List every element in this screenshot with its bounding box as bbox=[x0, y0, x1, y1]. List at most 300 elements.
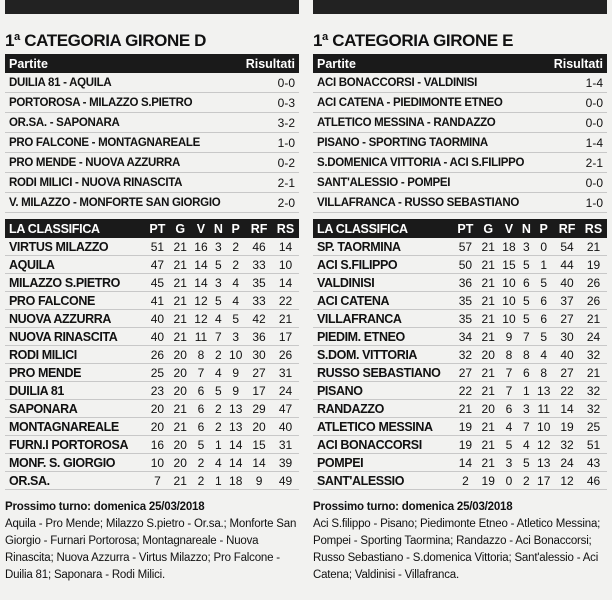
next-round-fixtures: Aquila - Pro Mende; Milazzo S.pietro - Or.sa.; Monforte San Giorgio - Furnari Portorosa; Montagnareale - Nuova Rinascita; Nuova Azzurra - Virtus Milazzo; Pro Falcone - Duilia 81; Saponara - Rodi Milici. bbox=[5, 518, 297, 581]
match-teams: V. MILAZZO - MONFORTE SAN GIORGIO bbox=[9, 196, 221, 209]
cell-won: 8 bbox=[191, 346, 212, 364]
top-rule bbox=[5, 0, 299, 14]
cell-won: 7 bbox=[499, 382, 520, 400]
cell-lost: 10 bbox=[225, 346, 246, 364]
cell-won: 4 bbox=[499, 418, 520, 436]
header-lost: P bbox=[533, 219, 554, 238]
cell-points: 19 bbox=[453, 436, 478, 454]
cell-points: 10 bbox=[145, 454, 170, 472]
cell-goals-for: 27 bbox=[554, 310, 580, 328]
match-teams: RODI MILICI - NUOVA RINASCITA bbox=[9, 176, 183, 189]
cell-won: 6 bbox=[191, 418, 212, 436]
girone-d-standings bbox=[5, 219, 299, 490]
cell-team: SAPONARA bbox=[5, 400, 145, 418]
cell-goals-against: 32 bbox=[580, 400, 607, 418]
cell-played: 21 bbox=[170, 310, 191, 328]
table-row bbox=[5, 346, 299, 364]
cell-goals-against: 22 bbox=[272, 292, 299, 310]
table-row bbox=[5, 256, 299, 274]
cell-drawn: 1 bbox=[519, 382, 533, 400]
cell-won: 16 bbox=[191, 238, 212, 256]
cell-points: 57 bbox=[453, 238, 478, 256]
table-row bbox=[313, 274, 607, 292]
cell-drawn: 5 bbox=[211, 292, 225, 310]
table-row bbox=[5, 418, 299, 436]
cell-played: 21 bbox=[478, 292, 499, 310]
cell-team: DUILIA 81 bbox=[5, 382, 145, 400]
cell-goals-against: 39 bbox=[272, 454, 299, 472]
match-result: 0-0 bbox=[277, 75, 295, 90]
cell-points: 32 bbox=[453, 346, 478, 364]
cell-team: ACI CATENA bbox=[313, 292, 453, 310]
cell-team: MONTAGNAREALE bbox=[5, 418, 145, 436]
cell-goals-for: 27 bbox=[246, 364, 272, 382]
cell-lost: 18 bbox=[225, 472, 246, 490]
girone-e-next-round bbox=[313, 499, 607, 584]
top-rule bbox=[313, 0, 607, 14]
cell-played: 21 bbox=[478, 418, 499, 436]
header-drawn: N bbox=[211, 219, 225, 238]
matches-header-label: Partite bbox=[317, 56, 356, 71]
table-row bbox=[5, 292, 299, 310]
cell-drawn: 1 bbox=[211, 472, 225, 490]
cell-drawn: 5 bbox=[519, 454, 533, 472]
match-row bbox=[5, 133, 299, 153]
cell-goals-against: 14 bbox=[272, 274, 299, 292]
cell-played: 21 bbox=[478, 256, 499, 274]
cell-goals-against: 40 bbox=[272, 418, 299, 436]
cell-goals-against: 21 bbox=[580, 310, 607, 328]
table-row bbox=[313, 400, 607, 418]
cell-team: VILLAFRANCA bbox=[313, 310, 453, 328]
cell-goals-against: 43 bbox=[580, 454, 607, 472]
cell-won: 18 bbox=[499, 238, 520, 256]
cell-drawn: 2 bbox=[211, 346, 225, 364]
header-team: LA CLASSIFICA bbox=[313, 219, 453, 238]
header-won: V bbox=[499, 219, 520, 238]
header-points: PT bbox=[453, 219, 478, 238]
cell-team: MILAZZO S.PIETRO bbox=[5, 274, 145, 292]
cell-drawn: 4 bbox=[211, 310, 225, 328]
girone-e-matches-header bbox=[313, 54, 607, 73]
cell-points: 14 bbox=[453, 454, 478, 472]
cell-points: 20 bbox=[145, 400, 170, 418]
table-row bbox=[313, 292, 607, 310]
girone-e-standings bbox=[313, 219, 607, 490]
match-row bbox=[313, 193, 607, 213]
girone-d-matches bbox=[5, 73, 299, 213]
cell-points: 35 bbox=[453, 310, 478, 328]
cell-goals-against: 31 bbox=[272, 364, 299, 382]
match-teams: ACI BONACCORSI - VALDINISI bbox=[317, 76, 478, 89]
match-result: 2-1 bbox=[277, 175, 295, 190]
match-row bbox=[313, 173, 607, 193]
cell-played: 21 bbox=[170, 328, 191, 346]
cell-points: 40 bbox=[145, 310, 170, 328]
cell-drawn: 2 bbox=[519, 472, 533, 490]
cell-lost: 13 bbox=[225, 400, 246, 418]
girone-d-title: 1ª CATEGORIA GIRONE D bbox=[5, 31, 206, 50]
cell-goals-against: 24 bbox=[272, 382, 299, 400]
cell-lost: 9 bbox=[225, 382, 246, 400]
cell-team: RANDAZZO bbox=[313, 400, 453, 418]
cell-goals-for: 19 bbox=[554, 418, 580, 436]
cell-points: 47 bbox=[145, 256, 170, 274]
cell-won: 6 bbox=[191, 382, 212, 400]
match-teams: OR.SA. - SAPONARA bbox=[9, 116, 120, 129]
cell-played: 20 bbox=[170, 382, 191, 400]
cell-goals-against: 25 bbox=[580, 418, 607, 436]
cell-lost: 3 bbox=[225, 328, 246, 346]
table-row bbox=[5, 436, 299, 454]
match-teams: PORTOROSA - MILAZZO S.PIETRO bbox=[9, 96, 193, 109]
cell-lost: 13 bbox=[533, 382, 554, 400]
girone-e-column bbox=[313, 0, 607, 600]
table-row bbox=[5, 454, 299, 472]
cell-points: 41 bbox=[145, 292, 170, 310]
cell-played: 19 bbox=[478, 472, 499, 490]
cell-team: VALDINISI bbox=[313, 274, 453, 292]
match-result: 1-4 bbox=[585, 75, 603, 90]
table-row bbox=[313, 418, 607, 436]
match-result: 0-0 bbox=[585, 175, 603, 190]
cell-goals-against: 19 bbox=[580, 256, 607, 274]
cell-points: 40 bbox=[145, 328, 170, 346]
cell-goals-against: 26 bbox=[580, 292, 607, 310]
table-row bbox=[5, 238, 299, 256]
cell-goals-for: 37 bbox=[554, 292, 580, 310]
cell-drawn: 6 bbox=[519, 274, 533, 292]
header-lost: P bbox=[225, 219, 246, 238]
cell-team: ACI BONACCORSI bbox=[313, 436, 453, 454]
cell-drawn: 4 bbox=[211, 364, 225, 382]
table-row bbox=[5, 328, 299, 346]
cell-lost: 1 bbox=[533, 256, 554, 274]
cell-lost: 0 bbox=[533, 238, 554, 256]
standings-header-row bbox=[5, 219, 299, 238]
table-row bbox=[313, 364, 607, 382]
results-header-label: Risultati bbox=[245, 56, 295, 71]
cell-team: SP. TAORMINA bbox=[313, 238, 453, 256]
cell-goals-against: 17 bbox=[272, 328, 299, 346]
cell-played: 21 bbox=[478, 328, 499, 346]
table-row bbox=[5, 472, 299, 490]
cell-team: FURN.I PORTOROSA bbox=[5, 436, 145, 454]
cell-lost: 9 bbox=[225, 364, 246, 382]
match-teams: ACI CATENA - PIEDIMONTE ETNEO bbox=[317, 96, 503, 109]
cell-played: 21 bbox=[478, 274, 499, 292]
cell-played: 21 bbox=[170, 292, 191, 310]
cell-goals-for: 27 bbox=[554, 364, 580, 382]
cell-lost: 6 bbox=[533, 292, 554, 310]
cell-goals-against: 49 bbox=[272, 472, 299, 490]
cell-goals-for: 33 bbox=[246, 256, 272, 274]
table-row bbox=[313, 436, 607, 454]
table-row bbox=[5, 274, 299, 292]
cell-lost: 14 bbox=[225, 454, 246, 472]
cell-drawn: 4 bbox=[519, 436, 533, 454]
cell-drawn: 7 bbox=[519, 328, 533, 346]
cell-goals-for: 32 bbox=[554, 436, 580, 454]
cell-drawn: 5 bbox=[211, 382, 225, 400]
match-teams: ATLETICO MESSINA - RANDAZZO bbox=[317, 116, 496, 129]
cell-won: 5 bbox=[191, 436, 212, 454]
cell-lost: 10 bbox=[533, 418, 554, 436]
cell-points: 50 bbox=[453, 256, 478, 274]
match-result: 0-2 bbox=[277, 155, 295, 170]
cell-drawn: 5 bbox=[519, 310, 533, 328]
header-won: V bbox=[191, 219, 212, 238]
cell-played: 21 bbox=[170, 418, 191, 436]
cell-points: 35 bbox=[453, 292, 478, 310]
table-row bbox=[5, 364, 299, 382]
cell-goals-for: 29 bbox=[246, 400, 272, 418]
cell-won: 14 bbox=[191, 274, 212, 292]
matches-header-label: Partite bbox=[9, 56, 48, 71]
header-goals-against: RS bbox=[272, 219, 299, 238]
cell-team: OR.SA. bbox=[5, 472, 145, 490]
cell-team: AQUILA bbox=[5, 256, 145, 274]
cell-drawn: 3 bbox=[211, 238, 225, 256]
cell-goals-against: 10 bbox=[272, 256, 299, 274]
header-goals-for: RF bbox=[554, 219, 580, 238]
cell-team: PRO FALCONE bbox=[5, 292, 145, 310]
cell-won: 14 bbox=[191, 256, 212, 274]
table-row bbox=[313, 238, 607, 256]
match-row bbox=[5, 173, 299, 193]
cell-goals-for: 14 bbox=[246, 454, 272, 472]
cell-played: 20 bbox=[170, 364, 191, 382]
cell-lost: 5 bbox=[533, 274, 554, 292]
cell-points: 51 bbox=[145, 238, 170, 256]
cell-goals-for: 40 bbox=[554, 274, 580, 292]
cell-team: S.DOM. VITTORIA bbox=[313, 346, 453, 364]
cell-won: 2 bbox=[191, 472, 212, 490]
cell-team: RODI MILICI bbox=[5, 346, 145, 364]
header-goals-for: RF bbox=[246, 219, 272, 238]
cell-goals-for: 30 bbox=[554, 328, 580, 346]
cell-played: 21 bbox=[478, 454, 499, 472]
cell-played: 21 bbox=[478, 310, 499, 328]
cell-lost: 5 bbox=[225, 310, 246, 328]
cell-lost: 8 bbox=[533, 364, 554, 382]
table-row bbox=[313, 310, 607, 328]
cell-goals-for: 33 bbox=[246, 292, 272, 310]
match-result: 0-3 bbox=[277, 95, 295, 110]
cell-team: PRO MENDE bbox=[5, 364, 145, 382]
cell-goals-for: 12 bbox=[554, 472, 580, 490]
cell-won: 7 bbox=[499, 364, 520, 382]
cell-lost: 13 bbox=[225, 418, 246, 436]
header-team: LA CLASSIFICA bbox=[5, 219, 145, 238]
cell-won: 0 bbox=[499, 472, 520, 490]
header-points: PT bbox=[145, 219, 170, 238]
table-row bbox=[313, 454, 607, 472]
cell-team: SANT'ALESSIO bbox=[313, 472, 453, 490]
cell-team: NUOVA RINASCITA bbox=[5, 328, 145, 346]
cell-points: 34 bbox=[453, 328, 478, 346]
next-round-title: Prossimo turno: domenica 25/03/2018 bbox=[5, 501, 205, 513]
cell-goals-against: 51 bbox=[580, 436, 607, 454]
cell-goals-against: 46 bbox=[580, 472, 607, 490]
cell-played: 21 bbox=[478, 238, 499, 256]
girone-d-matches-header bbox=[5, 54, 299, 73]
match-row bbox=[313, 113, 607, 133]
cell-won: 9 bbox=[499, 328, 520, 346]
cell-goals-against: 26 bbox=[580, 274, 607, 292]
match-result: 0-0 bbox=[585, 95, 603, 110]
match-teams: S.DOMENICA VITTORIA - ACI S.FILIPPO bbox=[317, 156, 525, 169]
header-played: G bbox=[478, 219, 499, 238]
match-teams: VILLAFRANCA - RUSSO SEBASTIANO bbox=[317, 196, 520, 209]
table-row bbox=[313, 346, 607, 364]
cell-played: 20 bbox=[170, 436, 191, 454]
match-row bbox=[313, 133, 607, 153]
next-round-title: Prossimo turno: domenica 25/03/2018 bbox=[313, 501, 513, 513]
table-row bbox=[5, 382, 299, 400]
cell-goals-for: 44 bbox=[554, 256, 580, 274]
cell-played: 21 bbox=[170, 274, 191, 292]
cell-drawn: 8 bbox=[519, 346, 533, 364]
cell-points: 22 bbox=[453, 382, 478, 400]
cell-goals-for: 17 bbox=[246, 382, 272, 400]
cell-played: 21 bbox=[170, 238, 191, 256]
match-result: 0-0 bbox=[585, 115, 603, 130]
cell-team: PIEDIM. ETNEO bbox=[313, 328, 453, 346]
match-row bbox=[5, 193, 299, 213]
cell-points: 27 bbox=[453, 364, 478, 382]
table-row bbox=[5, 310, 299, 328]
cell-won: 5 bbox=[499, 436, 520, 454]
match-row bbox=[5, 113, 299, 133]
match-result: 3-2 bbox=[277, 115, 295, 130]
match-teams: SANT'ALESSIO - POMPEI bbox=[317, 176, 451, 189]
cell-goals-against: 32 bbox=[580, 382, 607, 400]
cell-won: 11 bbox=[191, 328, 212, 346]
cell-played: 20 bbox=[478, 346, 499, 364]
cell-goals-against: 21 bbox=[580, 364, 607, 382]
cell-team: ATLETICO MESSINA bbox=[313, 418, 453, 436]
cell-goals-for: 24 bbox=[554, 454, 580, 472]
cell-played: 21 bbox=[478, 382, 499, 400]
cell-points: 25 bbox=[145, 364, 170, 382]
match-row bbox=[5, 73, 299, 93]
cell-drawn: 5 bbox=[519, 292, 533, 310]
cell-won: 12 bbox=[191, 292, 212, 310]
cell-lost: 17 bbox=[533, 472, 554, 490]
cell-drawn: 2 bbox=[211, 418, 225, 436]
cell-played: 21 bbox=[170, 472, 191, 490]
cell-won: 15 bbox=[499, 256, 520, 274]
cell-points: 2 bbox=[453, 472, 478, 490]
cell-points: 21 bbox=[453, 400, 478, 418]
cell-goals-against: 21 bbox=[272, 310, 299, 328]
table-row bbox=[313, 382, 607, 400]
cell-won: 10 bbox=[499, 292, 520, 310]
cell-lost: 4 bbox=[225, 292, 246, 310]
header-goals-against: RS bbox=[580, 219, 607, 238]
match-row bbox=[313, 73, 607, 93]
table-row bbox=[313, 256, 607, 274]
cell-played: 21 bbox=[478, 364, 499, 382]
cell-drawn: 2 bbox=[211, 400, 225, 418]
cell-goals-against: 26 bbox=[272, 346, 299, 364]
table-row bbox=[313, 328, 607, 346]
cell-lost: 2 bbox=[225, 256, 246, 274]
cell-drawn: 7 bbox=[519, 418, 533, 436]
cell-drawn: 4 bbox=[211, 454, 225, 472]
cell-goals-for: 46 bbox=[246, 238, 272, 256]
cell-goals-for: 20 bbox=[246, 418, 272, 436]
cell-played: 21 bbox=[170, 256, 191, 274]
match-teams: PRO MENDE - NUOVA AZZURRA bbox=[9, 156, 180, 169]
cell-goals-against: 24 bbox=[580, 328, 607, 346]
cell-goals-against: 47 bbox=[272, 400, 299, 418]
cell-played: 20 bbox=[170, 454, 191, 472]
match-row bbox=[5, 153, 299, 173]
cell-lost: 11 bbox=[533, 400, 554, 418]
cell-team: RUSSO SEBASTIANO bbox=[313, 364, 453, 382]
cell-won: 2 bbox=[191, 454, 212, 472]
cell-team: POMPEI bbox=[313, 454, 453, 472]
girone-e-title: 1ª CATEGORIA GIRONE E bbox=[313, 31, 514, 50]
cell-drawn: 5 bbox=[211, 256, 225, 274]
match-result: 2-0 bbox=[277, 195, 295, 210]
cell-played: 21 bbox=[478, 436, 499, 454]
cell-won: 6 bbox=[191, 400, 212, 418]
cell-goals-for: 9 bbox=[246, 472, 272, 490]
cell-won: 12 bbox=[191, 310, 212, 328]
cell-lost: 2 bbox=[225, 238, 246, 256]
cell-lost: 6 bbox=[533, 310, 554, 328]
cell-won: 7 bbox=[191, 364, 212, 382]
girone-e-matches bbox=[313, 73, 607, 213]
cell-drawn: 7 bbox=[211, 328, 225, 346]
cell-drawn: 3 bbox=[211, 274, 225, 292]
match-result: 1-0 bbox=[277, 135, 295, 150]
cell-won: 10 bbox=[499, 274, 520, 292]
match-row bbox=[313, 153, 607, 173]
table-row bbox=[5, 400, 299, 418]
table-row bbox=[313, 472, 607, 490]
cell-drawn: 5 bbox=[519, 256, 533, 274]
cell-points: 20 bbox=[145, 418, 170, 436]
standings-header-row bbox=[313, 219, 607, 238]
cell-goals-against: 31 bbox=[272, 436, 299, 454]
cell-goals-for: 42 bbox=[246, 310, 272, 328]
cell-goals-for: 54 bbox=[554, 238, 580, 256]
cell-goals-for: 14 bbox=[554, 400, 580, 418]
match-row bbox=[313, 93, 607, 113]
cell-goals-for: 40 bbox=[554, 346, 580, 364]
cell-lost: 12 bbox=[533, 436, 554, 454]
cell-goals-against: 32 bbox=[580, 346, 607, 364]
match-result: 2-1 bbox=[585, 155, 603, 170]
match-teams: PRO FALCONE - MONTAGNAREALE bbox=[9, 136, 201, 149]
cell-points: 23 bbox=[145, 382, 170, 400]
cell-goals-for: 22 bbox=[554, 382, 580, 400]
cell-played: 20 bbox=[478, 400, 499, 418]
cell-points: 7 bbox=[145, 472, 170, 490]
cell-team: PISANO bbox=[313, 382, 453, 400]
girone-d-next-round bbox=[5, 499, 299, 584]
cell-points: 26 bbox=[145, 346, 170, 364]
cell-team: NUOVA AZZURRA bbox=[5, 310, 145, 328]
cell-drawn: 1 bbox=[211, 436, 225, 454]
cell-goals-for: 36 bbox=[246, 328, 272, 346]
cell-goals-for: 15 bbox=[246, 436, 272, 454]
cell-won: 8 bbox=[499, 346, 520, 364]
